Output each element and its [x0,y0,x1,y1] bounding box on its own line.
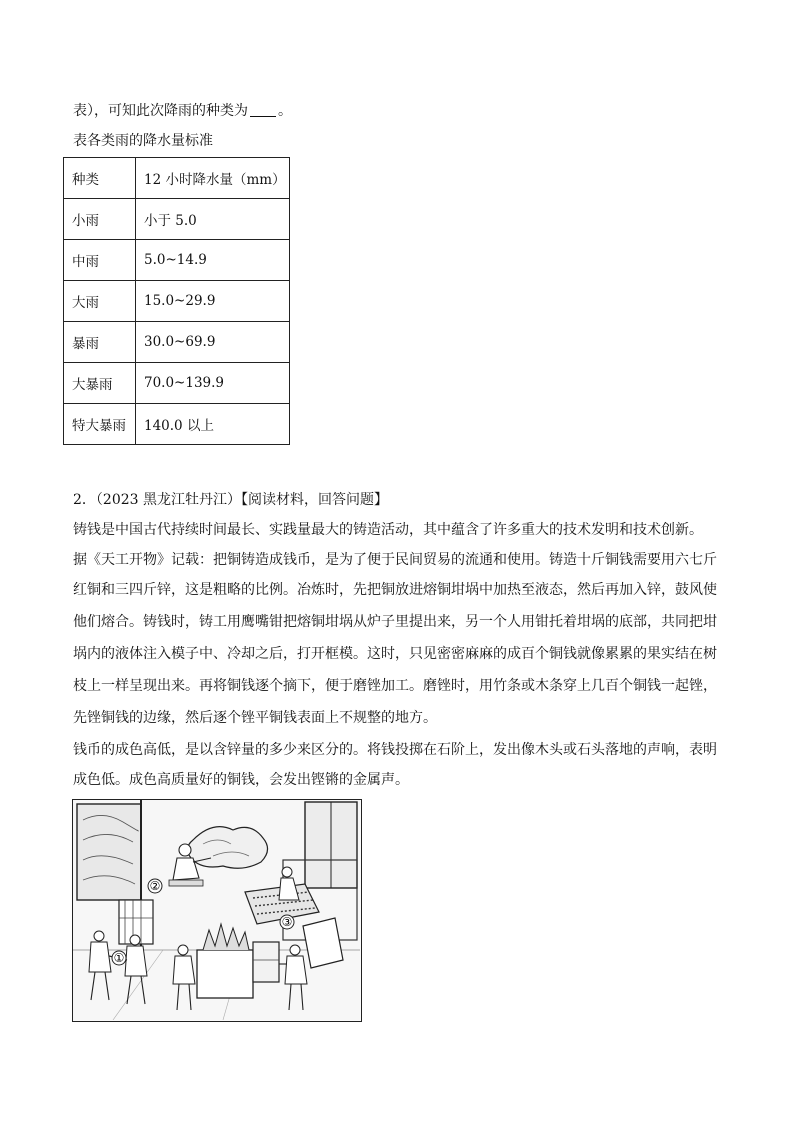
table-cell: 小于 5.0 [136,199,290,240]
label-3: ③ [281,915,293,929]
table-cell: 特大暴雨 [64,404,136,445]
label-1: ① [113,951,125,965]
passage-line: 他们熔合。铸钱时，铸工用鹰嘴钳把熔铜坩埚从炉子里提出来，另一个人用钳托着坩埚的底部，共同把坩 [73,614,717,630]
table-header-row [64,158,290,199]
table-cell: 5.0~14.9 [136,240,290,281]
table-caption: 表各类雨的降水量标准 [73,133,213,149]
intro-line [73,101,292,121]
table-row [64,322,290,363]
intro-text: 表），可知此次降雨的种类为 [73,103,248,119]
table-cell: 30.0~69.9 [136,322,290,363]
table-cell: 140.0 以上 [136,404,290,445]
table-cell: 70.0~139.9 [136,363,290,404]
table-header-cell: 种类 [64,158,136,199]
passage-line: 钱币的成色高低，是以含锌量的多少来区分的。将钱投掷在石阶上，发出像木头或石头落地的声响，表明 [73,742,717,758]
table-cell: 大暴雨 [64,363,136,404]
passage-line: 先锉铜钱的边缘，然后逐个锉平铜钱表面上不规整的地方。 [73,710,437,726]
passage-line: 枝上一样呈现出来。再将铜钱逐个摘下，便于磨锉加工。磨锉时，用竹条或木条穿上几百个铜钱一起锉， [73,678,717,694]
illustration-svg [73,800,360,1020]
table-row [64,199,290,240]
table-row [64,240,290,281]
table-row [64,404,290,445]
table-cell: 大雨 [64,281,136,322]
table-header-cell: 12 小时降水量（mm） [136,158,290,199]
passage-line: 成色低。成色高质量好的铜钱，会发出铿锵的金属声。 [73,772,409,788]
passage-line: 据《天工开物》记载：把铜铸造成钱币，是为了便于民间贸易的流通和使用。铸造十斤铜钱需要用六七斤 [73,552,717,568]
label-2: ② [149,879,161,893]
intro-end: 。 [278,103,292,119]
table-cell: 15.0~29.9 [136,281,290,322]
passage-line: 埚内的液体注入模子中、冷却之后，打开框模。这时，只见密密麻麻的成百个铜钱就像累累的果实结在树 [73,646,717,662]
rainfall-table [63,157,290,445]
coin-casting-illustration [72,799,362,1022]
table-row [64,363,290,404]
question-2-heading: 2．（2023 黑龙江牡丹江）【阅读材料，回答问题】 [73,492,388,508]
table-cell: 小雨 [64,199,136,240]
passage-line: 红铜和三四斤锌，这是粗略的比例。冶炼时，先把铜放进熔铜坩埚中加热至液态，然后再加入锌，鼓风使 [73,582,717,598]
table-cell: 暴雨 [64,322,136,363]
table-row [64,281,290,322]
answer-blank[interactable] [250,102,276,117]
passage-line: 铸钱是中国古代持续时间最长、实践量最大的铸造活动，其中蕴含了许多重大的技术发明和技术创新。 [73,522,703,538]
table-cell: 中雨 [64,240,136,281]
